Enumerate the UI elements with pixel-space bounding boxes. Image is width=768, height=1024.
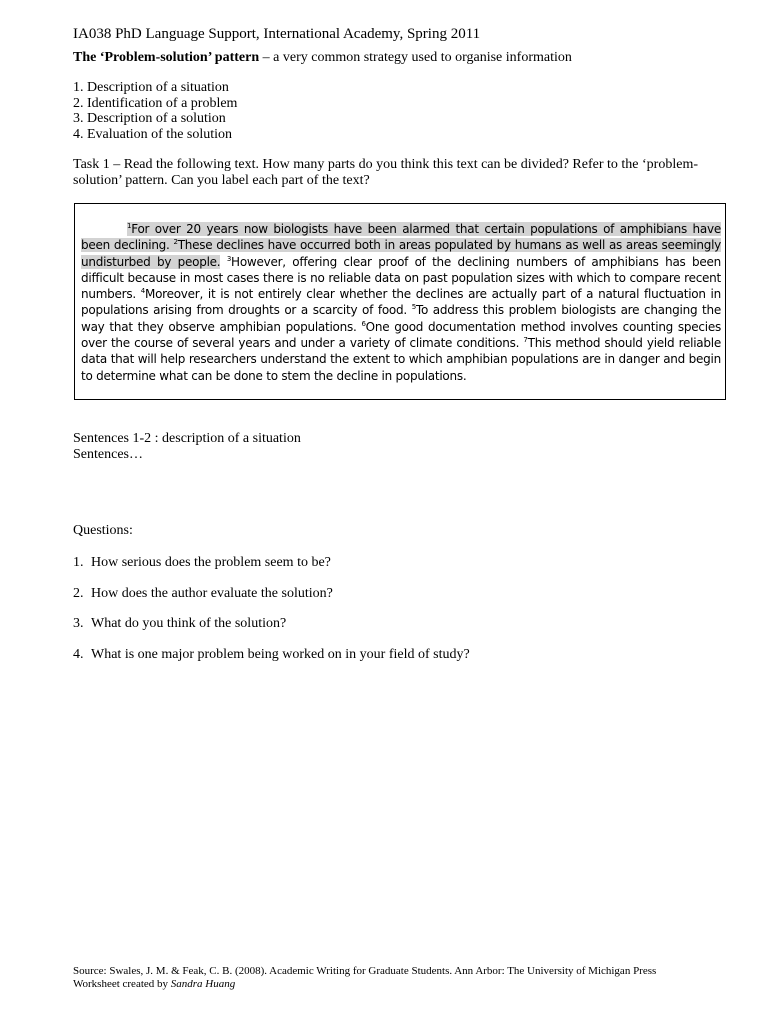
passage-box bbox=[74, 203, 726, 400]
sentence: To address this problem biologists are changing the way that they observe amphibian populations. bbox=[81, 303, 722, 334]
pattern-title-rest: – a very common strategy used to organise information bbox=[259, 50, 572, 65]
pattern-title-bold: The ‘Problem-solution’ pattern bbox=[73, 50, 260, 65]
question-number: 1. bbox=[73, 555, 84, 570]
label-line: Sentences 1-2 : description of a situation bbox=[73, 431, 301, 446]
question-text: What is one major problem being worked on in your field of study? bbox=[91, 646, 470, 662]
question-item bbox=[73, 616, 470, 647]
question-item bbox=[73, 586, 470, 617]
pattern-step: 3. Description of a solution bbox=[73, 111, 226, 126]
sentence: One good documentation method involves counting species over the course of several years and under a variety of climate conditions. bbox=[81, 319, 722, 351]
question-number: 3. bbox=[73, 616, 84, 631]
question-text: What do you think of the solution? bbox=[91, 616, 287, 631]
sentence-number: 7 bbox=[523, 336, 528, 345]
footer bbox=[73, 965, 656, 991]
pattern-step: 4. Evaluation of the solution bbox=[73, 126, 233, 142]
passage-text bbox=[81, 221, 721, 384]
pattern-step: 1. Description of a situation bbox=[73, 80, 229, 95]
credit-prefix: Worksheet created by bbox=[73, 978, 171, 990]
sentence-number: 6 bbox=[361, 319, 366, 328]
pattern-steps-list bbox=[73, 80, 237, 142]
credit-author: Sandra Huang bbox=[170, 978, 236, 990]
pattern-step: 2. Identification of a problem bbox=[73, 95, 238, 111]
sentence-number: 3 bbox=[226, 254, 232, 263]
source-citation: Source: Swales, J. M. & Feak, C. B. (2008). Academic Writing for Graduate Students. Ann Arbor: The University of Michigan Press bbox=[73, 965, 657, 977]
task-instructions: Task 1 – Read the following text. How many parts do you think this text can be divided? Refer to the ‘problem-solution’ pattern. Can you label each part of the text? bbox=[73, 157, 698, 188]
questions-list bbox=[73, 555, 470, 677]
question-text: How serious does the problem seem to be? bbox=[91, 555, 331, 570]
question-item bbox=[73, 647, 470, 678]
sentence-number: 4 bbox=[140, 287, 145, 296]
question-item bbox=[73, 555, 470, 586]
sentence-number: 2 bbox=[173, 238, 178, 247]
sentence: These declines have occurred both in areas populated by humans as well as areas seemingly undisturbed by people. bbox=[81, 238, 721, 269]
document-header: IA038 PhD Language Support, International Academy, Spring 2011 bbox=[73, 26, 481, 42]
pattern-title bbox=[73, 49, 572, 66]
question-text: How does the author evaluate the solution? bbox=[91, 585, 333, 601]
questions-heading: Questions: bbox=[73, 523, 133, 538]
sentence: For over 20 years now biologists have been alarmed that certain populations of amphibians have been declining. bbox=[81, 222, 721, 253]
sentence: However, offering clear proof of the declining numbers of amphibians has been difficult because in most cases there is no reliable data on past population sizes with which to compare recent numbers. bbox=[81, 254, 721, 302]
sentence: Moreover, it is not entirely clear whether the declines are actually part of a natural fluctuation in populations arising from droughts or a scarcity of food. bbox=[81, 287, 721, 318]
question-number: 2. bbox=[73, 585, 84, 601]
sentence: This method should yield reliable data that will help researchers understand the extent to which amphibian populations are in danger and begin to determine what can be done to stem the decline in populations. bbox=[81, 336, 721, 383]
sentence-number: 5 bbox=[411, 303, 416, 312]
sentence-labels bbox=[73, 431, 301, 462]
worksheet-credit bbox=[73, 978, 656, 991]
question-number: 4. bbox=[73, 646, 84, 662]
sentence-number: 1 bbox=[127, 222, 132, 230]
label-line-blank: Sentences… bbox=[73, 446, 143, 462]
